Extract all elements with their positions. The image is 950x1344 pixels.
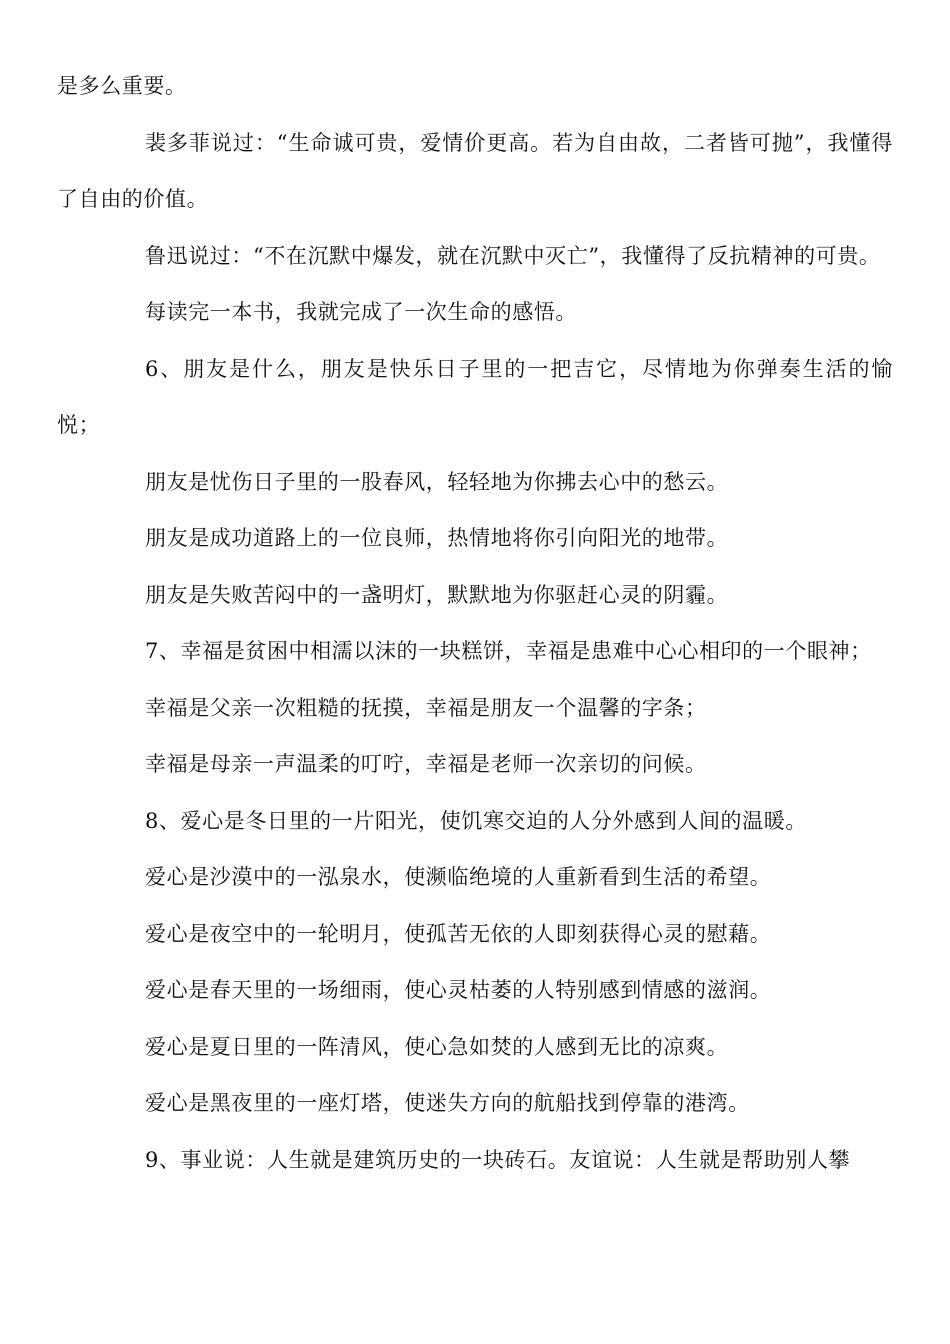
paragraph-15: 爱心是春天里的一场细雨，使心灵枯萎的人特别感到情感的滋润。 — [145, 978, 772, 1002]
paragraph-14: 爱心是夜空中的一轮明月，使孤苦无依的人即刻获得心灵的慰藉。 — [145, 921, 772, 946]
paragraph-18: 9、事业说：人生就是建筑历史的一块砖石。友谊说：人生就是帮助别人攀 — [145, 1147, 851, 1172]
paragraph-6: 朋友是忧伤日子里的一股春风，轻轻地为你拂去心中的愁云。 — [145, 469, 729, 494]
paragraph-10: 幸福是父亲一次粗糙的抚摸，幸福是朋友一个温馨的字条； — [145, 695, 707, 720]
paragraph-5: 6、朋友是什么，朋友是快乐日子里的一把吉它，尽情地为你弹奏生活的愉悦； — [57, 356, 893, 437]
paragraph-1: 是多么重要。 — [57, 74, 187, 98]
paragraph-13: 爱心是沙漠中的一泓泉水，使濒临绝境的人重新看到生活的希望。 — [145, 865, 772, 889]
paragraph-9: 7、幸福是贫困中相濡以沫的一块糕饼，幸福是患难中心心相印的一个眼神； — [145, 639, 872, 663]
paragraph-16: 爱心是夏日里的一阵清风，使心急如焚的人感到无比的凉爽。 — [145, 1034, 729, 1059]
paragraph-11: 幸福是母亲一声温柔的叮咛，幸福是老师一次亲切的问候。 — [145, 752, 707, 776]
paragraph-7: 朋友是成功道路上的一位良师，热情地将你引向阳光的地带。 — [145, 526, 729, 550]
paragraph-8: 朋友是失败苦闷中的一盏明灯，默默地为你驱赶心灵的阴霾。 — [145, 582, 729, 607]
document-body — [57, 58, 893, 1188]
paragraph-17: 爱心是黑夜里的一座灯塔，使迷失方向的航船找到停靠的港湾。 — [145, 1091, 750, 1115]
paragraph-12: 8、爱心是冬日里的一片阳光，使饥寒交迫的人分外感到人间的温暖。 — [145, 808, 807, 833]
paragraph-2: 裴多菲说过：“生命诚可贵，爱情价更高。若为自由故，二者皆可抛”，我懂得了自由的价值。 — [57, 130, 893, 211]
paragraph-4: 每读完一本书，我就完成了一次生命的感悟。 — [145, 300, 577, 324]
paragraph-3: 鲁迅说过：“不在沉默中爆发，就在沉默中灭亡”，我懂得了反抗精神的可贵。 — [145, 243, 881, 268]
